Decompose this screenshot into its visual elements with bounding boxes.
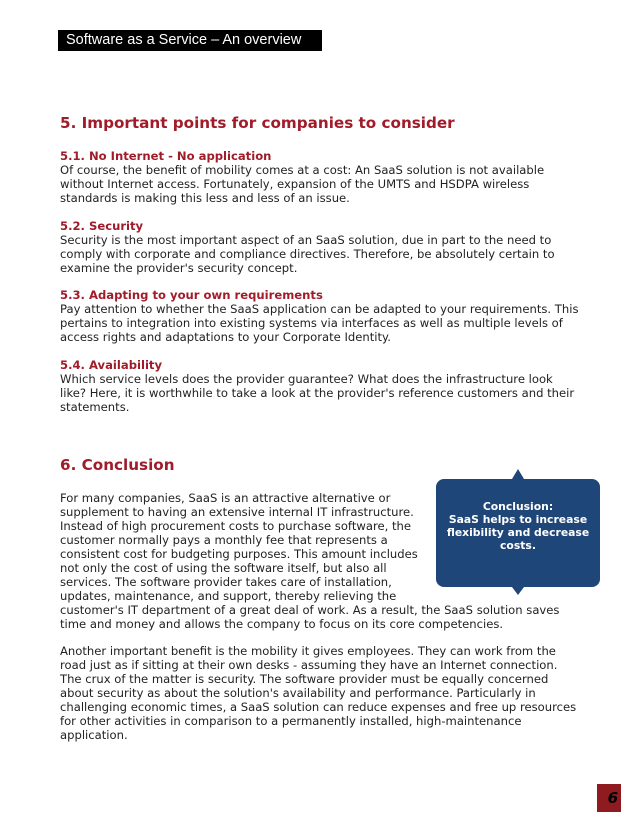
paragraph-line: Instead of high procurement costs to purchase software, the (60, 519, 411, 533)
paragraph-line: examine the provider's security concept. (60, 261, 298, 275)
paragraph-line: customer normally pays a monthly fee that represents a (60, 533, 388, 547)
paragraph-line: Security is the most important aspect of an SaaS solution, due in part to the need to (60, 233, 552, 247)
subsection-title: 5.3. Adapting to your own requirements (60, 288, 323, 302)
conclusion-callout (436, 479, 600, 587)
paragraph-line: Pay attention to whether the SaaS application can be adapted to your requirements. This (60, 302, 579, 316)
conclusion-paragraph-2 (60, 644, 590, 742)
page-number: 6 (597, 784, 621, 812)
paragraph-line: road just as if sitting at their own desks - assuming they have an Internet connection. (60, 658, 558, 672)
paragraph-line: consistent cost for budgeting purposes. This amount includes (60, 547, 418, 561)
paragraph-line: The crux of the matter is security. The software provider must be equally concerned (60, 672, 549, 686)
document-title: Software as a Service – An overview (66, 32, 302, 48)
subsection-title: 5.1. No Internet - No application (60, 149, 272, 163)
document-header (58, 30, 322, 51)
paragraph-line: standards is making this less and less of an issue. (60, 191, 350, 205)
paragraph-line: Of course, the benefit of mobility comes at a cost: An SaaS solution is not available (60, 163, 545, 177)
paragraph-line: updates, maintenance, and support, thereby relieving the (60, 589, 397, 603)
paragraph-line: Another important benefit is the mobility it gives employees. They can work from the (60, 644, 556, 658)
section-5-title: 5. Important points for companies to consider (60, 114, 455, 132)
paragraph-line: pertains to integration into existing systems via interfaces as well as multiple levels of (60, 316, 563, 330)
paragraph-line: not only the cost of using the software itself, but also all (60, 561, 387, 575)
callout-pointer-bottom (512, 587, 524, 595)
paragraph-line: application. (60, 728, 128, 742)
paragraph-line: For many companies, SaaS is an attractive alternative or (60, 491, 391, 505)
paragraph-line: about security as about the solution's availability and performance. Particularly in (60, 686, 536, 700)
paragraph-line: customer's IT department of a great deal of work. As a result, the SaaS solution saves (60, 603, 560, 617)
subsection-5-4 (60, 358, 590, 414)
paragraph-line: comply with corporate and compliance directives. Therefore, be absolutely certain to (60, 247, 555, 261)
callout-line: SaaS helps to increase (448, 513, 588, 526)
callout-heading: Conclusion: (482, 500, 554, 513)
callout-line: costs. (500, 539, 536, 552)
paragraph-line: supplement to having an extensive internal IT infrastructure. (60, 505, 414, 519)
callout-line: flexibility and decrease (446, 526, 590, 539)
callout-pointer-top (512, 469, 524, 479)
subsection-5-1 (60, 149, 590, 205)
subsection-5-3 (60, 288, 590, 344)
paragraph-line: challenging economic times, a SaaS solution can reduce expenses and free up resources (60, 700, 577, 714)
paragraph-line: for other activities in comparison to a permanently installed, high-maintenance (60, 714, 522, 728)
paragraph-line: without Internet access. Fortunately, expansion of the UMTS and HSDPA wireless (60, 177, 530, 191)
paragraph-line: access rights and adaptations to your Corporate Identity. (60, 330, 391, 344)
paragraph-line: time and money and allows the company to focus on its core competencies. (60, 617, 504, 631)
paragraph-line: Which service levels does the provider guarantee? What does the infrastructure look (60, 372, 553, 386)
paragraph-line: services. The software provider takes care of installation, (60, 575, 392, 589)
subsection-title: 5.2. Security (60, 219, 144, 233)
subsection-title: 5.4. Availability (60, 358, 163, 372)
section-6-title: 6. Conclusion (60, 456, 175, 474)
paragraph-line: like? Here, it is worthwhile to take a look at the provider's reference customers and their (60, 386, 575, 400)
subsection-5-2 (60, 219, 590, 275)
paragraph-line: statements. (60, 400, 130, 414)
